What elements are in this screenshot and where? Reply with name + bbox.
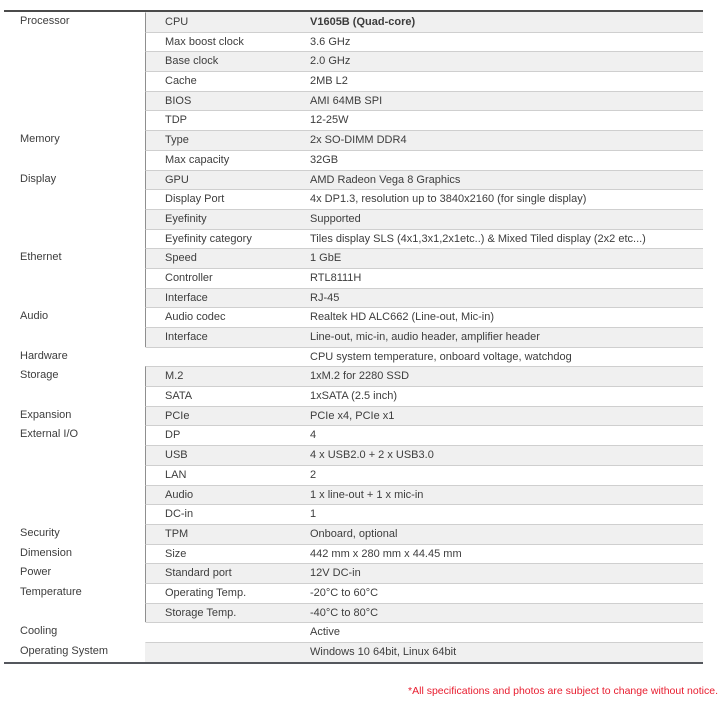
category-cell [4, 150, 145, 170]
spec-name-cell: SATA [165, 390, 193, 403]
row-detail [145, 268, 703, 288]
table-row [4, 425, 703, 445]
category-cell [4, 71, 145, 91]
row-detail [145, 288, 703, 308]
table-row [4, 209, 703, 229]
row-detail [145, 327, 703, 347]
row-detail [145, 366, 703, 386]
spec-value-cell: 1xSATA (2.5 inch) [310, 390, 398, 403]
category-cell: Hardware [20, 349, 68, 362]
spec-value-cell: 4 [310, 429, 317, 442]
category-cell: Display [20, 172, 57, 185]
table-row [4, 71, 703, 91]
spec-name-cell: LAN [165, 468, 187, 481]
spec-value-cell: 2x SO-DIMM DDR4 [310, 134, 407, 147]
spec-name-cell [146, 348, 300, 367]
spec-name-cell: PCIe [165, 409, 190, 422]
category-cell: Cooling [20, 625, 58, 638]
category-cell [4, 91, 145, 111]
spec-name-cell: Interface [165, 331, 208, 343]
category-cell: Dimension [20, 546, 72, 559]
spec-value-cell: 12-25W [310, 114, 349, 127]
row-detail [145, 71, 703, 91]
spec-value-cell: 4 x USB2.0 + 2 x USB3.0 [310, 449, 434, 462]
category-cell [4, 485, 145, 505]
table-row [4, 504, 703, 524]
table-row [4, 583, 703, 603]
spec-value-cell: Line-out, mic-in, audio header, amplifier header [310, 331, 540, 343]
spec-name-cell: Size [165, 547, 187, 560]
category-cell: Power [20, 566, 52, 579]
spec-name-cell: Audio codec [165, 311, 226, 324]
spec-value-cell: 2.0 GHz [310, 55, 351, 68]
spec-value-cell: RJ-45 [310, 291, 340, 304]
spec-name-cell: Max capacity [165, 153, 230, 166]
table-row [4, 445, 703, 465]
spec-value-cell: 32GB [310, 153, 339, 166]
spec-name-cell: Operating Temp. [165, 586, 247, 599]
spec-name-cell: Type [165, 134, 189, 147]
row-detail [145, 91, 703, 111]
spec-name-cell: Interface [165, 291, 208, 304]
row-detail [145, 524, 703, 544]
spec-name-cell: M.2 [165, 370, 184, 383]
spec-value-cell: 2 [310, 468, 317, 481]
spec-value-cell: AMD Radeon Vega 8 Graphics [310, 173, 461, 186]
table-row [4, 327, 703, 347]
spec-value-cell: -20°C to 60°C [310, 586, 379, 599]
spec-value-cell: 1xM.2 for 2280 SSD [310, 370, 410, 383]
category-cell [4, 189, 145, 209]
spec-name-cell: Standard port [165, 567, 232, 580]
table-row [4, 544, 703, 564]
category-cell [4, 465, 145, 485]
row-detail [145, 485, 703, 505]
table-row [4, 268, 703, 288]
spec-value-cell: RTL8111H [310, 271, 362, 284]
table-row [4, 485, 703, 505]
category-cell [4, 110, 145, 130]
spec-table [4, 10, 703, 664]
table-row [4, 406, 703, 426]
row-detail [145, 386, 703, 406]
table-row [4, 465, 703, 485]
row-detail [145, 465, 703, 485]
spec-value-cell: 2MB L2 [310, 75, 348, 88]
spec-name-cell: USB [165, 449, 188, 462]
category-cell: Processor [20, 15, 70, 27]
row-detail [145, 406, 703, 426]
spec-value-cell: -40°C to 80°C [310, 606, 379, 619]
table-row [4, 307, 703, 327]
spec-value-cell: Active [310, 626, 340, 639]
table-row [4, 130, 703, 150]
table-row [4, 32, 703, 52]
spec-name-cell: Eyefinity [165, 212, 207, 225]
row-detail [145, 642, 703, 662]
table-row [4, 524, 703, 544]
table-row [4, 189, 703, 209]
category-cell [4, 327, 145, 347]
table-row [4, 622, 703, 642]
spec-name-cell: Eyefinity category [165, 232, 252, 245]
table-row [4, 288, 703, 308]
spec-value-cell: Onboard, optional [310, 527, 398, 540]
spec-value-cell: 3.6 GHz [310, 35, 351, 48]
spec-value-cell: CPU system temperature, onboard voltage, watchdog [310, 350, 572, 363]
spec-value-cell: 442 mm x 280 mm x 44.45 mm [310, 547, 462, 560]
row-detail [145, 170, 703, 190]
spec-value-cell: 12V DC-in [310, 567, 361, 580]
row-detail [145, 603, 703, 623]
category-cell: Audio [20, 310, 49, 323]
spec-value-cell: V1605B (Quad-core) [310, 16, 416, 28]
category-cell [4, 504, 145, 524]
category-cell: External I/O [20, 428, 79, 441]
table-row [4, 347, 703, 367]
table-row [4, 386, 703, 406]
spec-value-cell: Realtek HD ALC662 (Line-out, Mic-in) [310, 311, 495, 324]
row-detail [145, 130, 703, 150]
spec-name-cell: GPU [165, 173, 189, 186]
row-detail [145, 51, 703, 71]
spec-value-cell: Windows 10 64bit, Linux 64bit [310, 646, 457, 658]
row-detail [145, 248, 703, 268]
table-row [4, 248, 703, 268]
spec-name-cell [146, 643, 300, 662]
spec-value-cell: 4x DP1.3, resolution up to 3840x2160 (for single display) [310, 193, 587, 206]
table-row [4, 366, 703, 386]
table-row [4, 642, 703, 662]
row-detail [145, 209, 703, 229]
table-row [4, 150, 703, 170]
spec-name-cell: TDP [165, 114, 187, 127]
row-detail [145, 189, 703, 209]
spec-name-cell: TPM [165, 527, 189, 540]
category-cell [4, 603, 145, 623]
category-cell [4, 32, 145, 52]
row-detail [145, 150, 703, 170]
row-detail [145, 504, 703, 524]
category-cell: Expansion [20, 408, 72, 421]
spec-name-cell: Cache [165, 75, 197, 88]
category-cell [4, 268, 145, 288]
row-detail [145, 563, 703, 583]
category-cell: Memory [20, 133, 60, 146]
spec-name-cell: BIOS [165, 94, 192, 107]
category-cell [4, 288, 145, 308]
footnote: *All specifications and photos are subject to change without notice. [408, 685, 718, 697]
category-cell: Temperature [20, 585, 82, 598]
table-row [4, 603, 703, 623]
row-detail [145, 445, 703, 465]
table-row [4, 170, 703, 190]
category-cell [4, 229, 145, 249]
spec-value-cell: PCIe x4, PCIe x1 [310, 409, 395, 422]
spec-value-cell: 1 x line-out + 1 x mic-in [310, 488, 424, 501]
category-cell [4, 386, 145, 406]
row-detail [145, 229, 703, 249]
row-detail [145, 425, 703, 445]
spec-name-cell: Display Port [165, 193, 225, 206]
spec-name-cell: Speed [165, 252, 197, 265]
table-row [4, 563, 703, 583]
row-detail [145, 622, 703, 642]
spec-name-cell: Audio [165, 488, 194, 501]
spec-value-cell: AMI 64MB SPI [310, 94, 383, 107]
row-detail [145, 347, 703, 367]
spec-name-cell [146, 623, 300, 642]
table-row [4, 229, 703, 249]
row-detail [145, 32, 703, 52]
table-row [4, 51, 703, 71]
row-detail [145, 110, 703, 130]
spec-value-cell: Tiles display SLS (4x1,3x1,2x1etc..) & Mixed Tiled display (2x2 etc...) [310, 232, 646, 245]
spec-name-cell: CPU [165, 16, 189, 28]
table-row [4, 110, 703, 130]
spec-name-cell: Max boost clock [165, 35, 244, 48]
table-row [4, 12, 703, 32]
category-cell: Operating System [20, 645, 109, 657]
spec-name-cell: DP [165, 429, 181, 442]
table-row [4, 91, 703, 111]
category-cell [4, 51, 145, 71]
spec-name-cell: DC-in [165, 508, 194, 521]
row-detail [145, 583, 703, 603]
spec-name-cell: Base clock [165, 55, 219, 68]
spec-value-cell: Supported [310, 212, 361, 225]
row-detail [145, 307, 703, 327]
row-detail [145, 12, 703, 32]
spec-value-cell: 1 GbE [310, 252, 342, 265]
row-detail [145, 544, 703, 564]
spec-name-cell: Storage Temp. [165, 606, 237, 619]
spec-name-cell: Controller [165, 271, 213, 284]
category-cell: Ethernet [20, 251, 62, 264]
category-cell: Security [20, 526, 60, 539]
category-cell [4, 209, 145, 229]
category-cell: Storage [20, 369, 59, 382]
category-cell [4, 445, 145, 465]
spec-value-cell: 1 [310, 508, 317, 521]
